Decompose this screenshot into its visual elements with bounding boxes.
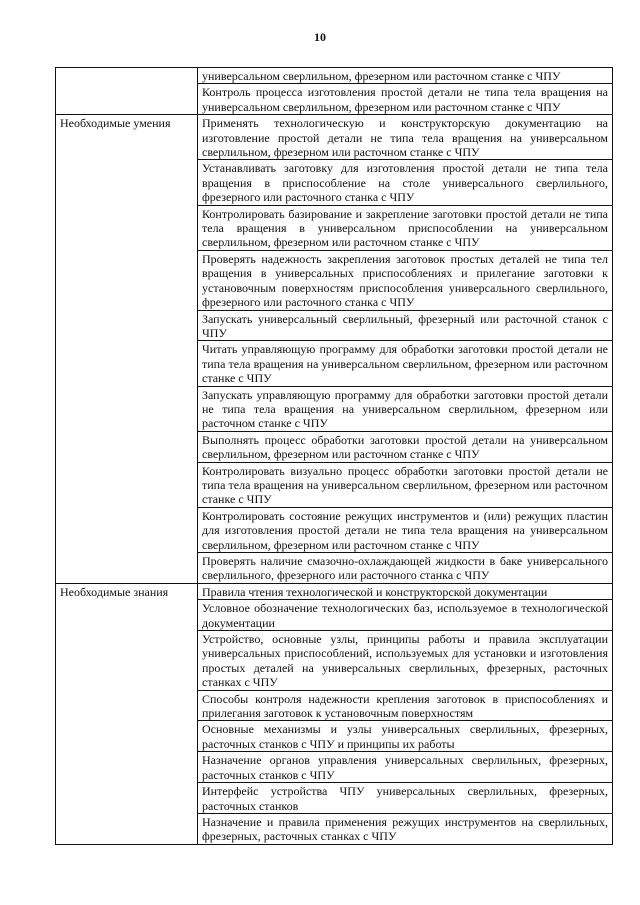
requirement-cell: Читать управляющую программу для обработки заготовки простой детали не типа тела вращения на универсальном сверлильном, фрезерном или расточном станке с ЧПУ (198, 341, 613, 386)
section-label: Необходимые знания (56, 583, 198, 844)
section-label (56, 68, 198, 115)
page-number: 10 (314, 30, 326, 44)
requirement-cell: Правила чтения технологической и конструкторской документации (198, 583, 613, 599)
requirement-cell: Контролировать базирование и закрепление заготовки простой детали не типа тела вращения в универсальном приспособлении на универсальном сверлильном, фрезерном или расточном станке с ЧПУ (198, 205, 613, 250)
requirement-cell: Условное обозначение технологических баз, используемое в технологической документации (198, 600, 613, 631)
spec-table-body (56, 68, 613, 845)
table-row (56, 115, 613, 160)
requirement-cell: Устройство, основные узлы, принципы работы и правила эксплуатации универсальных приспособлений, используемых для установки и изготовления простых деталей на универсальных сверлильных, фрезерных, расточных станках с ЧПУ (198, 631, 613, 691)
requirement-cell: универсальном сверлильном, фрезерном или расточном станке с ЧПУ (198, 68, 613, 84)
requirement-cell: Устанавливать заготовку для изготовления простой детали не типа тела вращения в приспособление на столе универсального сверлильного, фрезерного или расточного станка с ЧПУ (198, 160, 613, 205)
section-label: Необходимые умения (56, 115, 198, 584)
requirement-cell: Запускать управляющую программу для обработки заготовки простой детали не типа тела вращения на универсальном сверлильном, фрезерном или расточном станке с ЧПУ (198, 386, 613, 431)
requirement-cell: Проверять надежность закрепления заготовок простых деталей не типа тел вращения в универсальных приспособлениях и прилегание заготовки к установочным поверхностям приспособления универсального сверлильного, фрезерного или расточного станка с ЧПУ (198, 250, 613, 310)
requirement-cell: Запускать универсальный сверлильный, фрезерный или расточной станок с ЧПУ (198, 310, 613, 341)
requirement-cell: Интерфейс устройства ЧПУ универсальных сверлильных, фрезерных, расточных станков (198, 783, 613, 814)
table-row (56, 583, 613, 599)
requirement-cell: Назначение и правила применения режущих инструментов на сверлильных, фрезерных, расточных станках с ЧПУ (198, 813, 613, 844)
requirement-cell: Основные механизмы и узлы универсальных сверлильных, фрезерных, расточных станков с ЧПУ и принципы их работы (198, 721, 613, 752)
table-row (56, 68, 613, 84)
requirement-cell: Контроль процесса изготовления простой детали не типа тела вращения на универсальном сверлильном, фрезерном или расточном станке с ЧПУ (198, 84, 613, 115)
requirement-cell: Применять технологическую и конструкторскую документацию на изготовление простой детали не типа тела вращения на универсальном сверлильном, фрезерном или расточном станке с ЧПУ (198, 115, 613, 160)
spec-table (55, 67, 613, 845)
requirement-cell: Выполнять процесс обработки заготовки простой детали на универсальном сверлильном, фрезерном или расточном станке с ЧПУ (198, 431, 613, 462)
requirement-cell: Проверять наличие смазочно-охлаждающей жидкости в баке универсального сверлильного, фрезерного или расточного станка с ЧПУ (198, 553, 613, 584)
requirement-cell: Назначение органов управления универсальных сверлильных, фрезерных, расточных станков с ЧПУ (198, 752, 613, 783)
requirement-cell: Контролировать визуально процесс обработки заготовки простой детали не типа тела вращения на универсальном сверлильном, фрезерном или расточном станке с ЧПУ (198, 462, 613, 507)
requirement-cell: Способы контроля надежности крепления заготовок в приспособлениях и прилегания заготовок к установочным поверхностям (198, 690, 613, 721)
requirement-cell: Контролировать состояние режущих инструментов и (или) режущих пластин для изготовления простой детали не типа тела вращения на универсальном сверлильном, фрезерном или расточном станке с ЧПУ (198, 507, 613, 552)
